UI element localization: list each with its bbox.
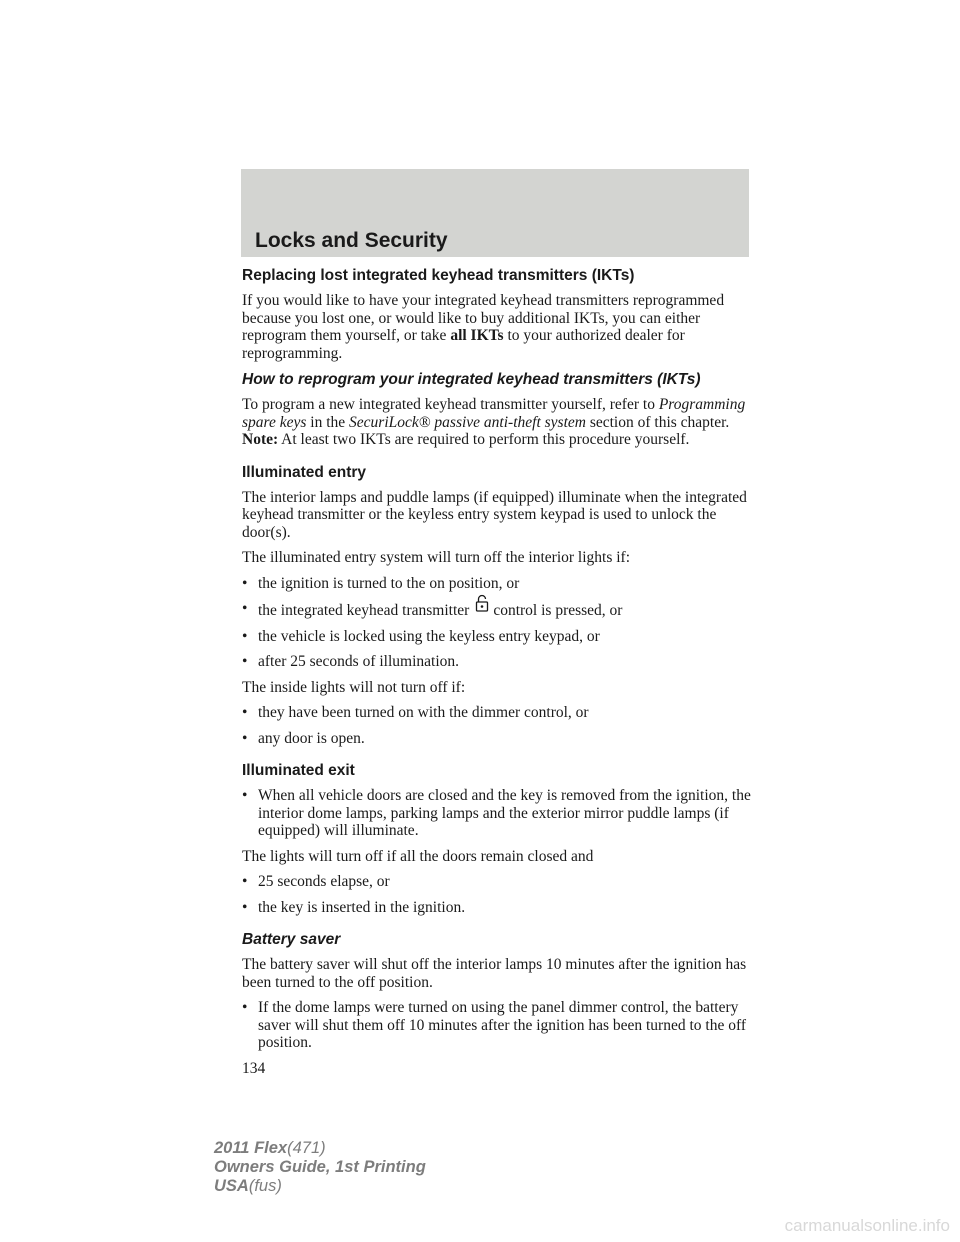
- paragraph-exit-1: The lights will turn off if all the doors remain closed and: [242, 847, 594, 865]
- print-footer: 2011 Flex(471) Owners Guide, 1st Printing USA(fus): [214, 1139, 426, 1195]
- heading-battery-saver: Battery saver: [242, 931, 341, 948]
- list-item: • 25 seconds elapse, or: [242, 873, 390, 890]
- list-item: • When all vehicle doors are closed and the key is removed from the ignition, the interior dome lamps, parking lamps and the exterior mirror puddle lamps (if equipped) will illuminate.: [242, 787, 751, 839]
- heading-reprogram-ikts: How to reprogram your integrated keyhead transmitters (IKTs): [242, 371, 701, 388]
- heading-illuminated-exit: Illuminated exit: [242, 762, 355, 779]
- unlock-padlock-icon: [475, 594, 489, 612]
- paragraph-entry-2: The illuminated entry system will turn off the interior lights if:: [242, 549, 631, 566]
- list-item: • they have been turned on with the dimmer control, or: [242, 704, 589, 721]
- paragraph-saver-1: The battery saver will shut off the interior lamps 10 minutes after the ignition has been turned to the off position.: [242, 956, 747, 991]
- paragraph-entry-1: The interior lamps and puddle lamps (if equipped) illuminate when the integrated keyhead transmitter or the keyless entry system keypad is used to unlock the door(s).: [242, 488, 747, 541]
- paragraph-replacing-ikts: If you would like to have your integrated keyhead transmitters reprogrammed because you lost one, or would like to buy additional IKTs, you can either reprogram them yourself, or take all IKTs to your authorized dealer for reprogramming.: [242, 292, 725, 362]
- page-content: [242, 266, 757, 1077]
- list-item: • after 25 seconds of illumination.: [242, 653, 460, 670]
- list-item: • the ignition is turned to the on position, or: [242, 574, 520, 592]
- section-title: Locks and Security: [255, 229, 448, 252]
- paragraph-reprogram-ikts: To program a new integrated keyhead transmitter yourself, refer to Programming spare keys in the SecuriLock® passive anti-theft system section of this chapter. Note: At least two IKTs are required to perform this procedure yourself.: [242, 396, 746, 448]
- section-header-band: [241, 169, 749, 257]
- paragraph-entry-3: The inside lights will not turn off if:: [242, 678, 466, 696]
- page-number: 134: [242, 1059, 266, 1077]
- heading-replacing-ikts: Replacing lost integrated keyhead transmitters (IKTs): [242, 267, 635, 284]
- list-item: • If the dome lamps were turned on using the panel dimmer control, the battery saver will shut them off 10 minutes after the ignition has been turned to the off position.: [242, 999, 747, 1051]
- list-item: • any door is open.: [242, 729, 365, 747]
- list-item: • the vehicle is locked using the keyless entry keypad, or: [242, 627, 600, 645]
- list-item: • the key is inserted in the ignition.: [242, 898, 466, 916]
- heading-illuminated-entry: Illuminated entry: [242, 463, 367, 481]
- watermark: carmanualsonline.info: [784, 1216, 950, 1235]
- list-item: • the integrated keyhead transmitter control is pressed, or: [242, 600, 757, 620]
